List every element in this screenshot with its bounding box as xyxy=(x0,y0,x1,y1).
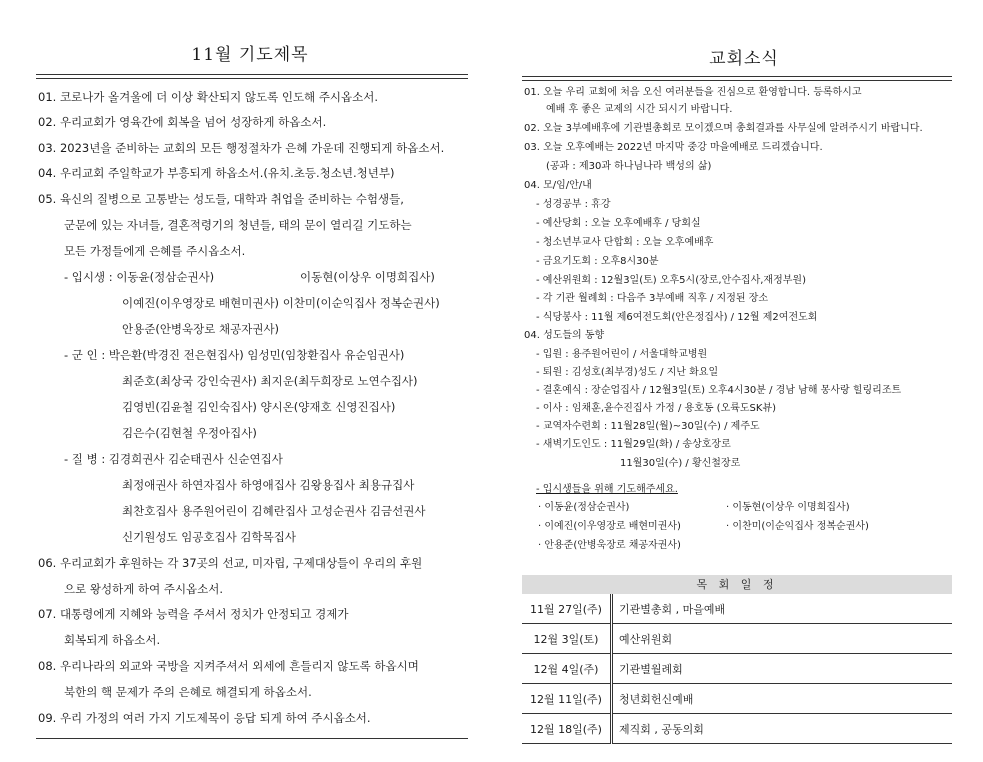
news-line: - 입원 : 용주원어린이 / 서울대학교병원 xyxy=(536,349,708,360)
news-line: · 이예진(이우영장로 배현미권사) xyxy=(538,521,681,532)
prayer-title: 11월 기도제목 xyxy=(191,45,309,65)
prayer-line: 북한의 핵 문제가 주의 은혜로 해결되게 하옵소서. xyxy=(64,685,312,699)
prayer-bottom-rule xyxy=(36,738,468,739)
news-line: - 예산당회 : 오늘 오후예배후 / 당회실 xyxy=(536,218,701,229)
news-line: - 입시생들을 위해 기도해주세요. xyxy=(536,484,678,495)
prayer-line: 군문에 있는 자녀들, 결혼적령기의 청년들, 태의 문이 열리길 기도하는 xyxy=(64,218,412,232)
schedule-date: 12월 4일(주) xyxy=(522,654,612,684)
news-line: · 안용준(안병욱장로 채공자권사) xyxy=(538,540,681,551)
news-line: - 금요기도회 : 오후8시30분 xyxy=(536,256,659,267)
news-line: 02. 오늘 3부예배후에 기관별총회로 모이겠으며 총회결과를 사무실에 알려주시기 바랍니다. xyxy=(524,123,923,134)
prayer-line: 최정애권사 하연자집사 하영애집사 김왕용집사 최용규집사 xyxy=(122,478,415,492)
news-line: · 이동윤(정삼순권사) xyxy=(538,502,630,513)
news-line: 01. 오늘 우리 교회에 처음 오신 여러분들을 진심으로 환영합니다. 등록하시고 xyxy=(524,87,862,98)
prayer-line: 08. 우리나라의 외교와 국방을 지켜주셔서 외세에 흔들리지 않도록 하옵시며 xyxy=(38,659,419,673)
news-line: 예배 후 좋은 교제의 시간 되시기 바랍니다. xyxy=(546,104,733,115)
news-line: - 결혼예식 : 장순업집사 / 12월3일(토) 오후4시30분 / 경남 남해 몽사랑 힐링리조트 xyxy=(536,385,902,396)
prayer-line: - 군 인 : 박은환(박경진 전은현집사) 임성민(임창환집사 유순임권사) xyxy=(64,348,405,362)
schedule-event: 기관별월례회 xyxy=(612,654,953,684)
news-line: - 퇴원 : 김성호(최부경)성도 / 지난 화요일 xyxy=(536,367,719,378)
schedule-row xyxy=(522,594,952,624)
schedule-header: 목 회 일 정 xyxy=(522,575,952,594)
prayer-line: 신기원성도 임공호집사 김학목집사 xyxy=(122,530,296,544)
schedule-date: 12월 11일(주) xyxy=(522,684,612,714)
schedule-row xyxy=(522,684,952,714)
news-line: · 이동현(이상우 이명희집사) xyxy=(726,502,850,513)
news-title: 교회소식 xyxy=(709,49,779,69)
prayer-line: 김은수(김현철 우정아집사) xyxy=(122,426,257,440)
prayer-line: 최준호(최상국 강인숙권사) 최지운(최두희장로 노연수집사) xyxy=(122,374,418,388)
schedule-event: 예산위원회 xyxy=(612,624,953,654)
news-line: · 이찬미(이순익집사 정복순권사) xyxy=(726,521,869,532)
news-line: 04. 모/임/안/내 xyxy=(524,180,592,191)
schedule-date: 11월 27일(주) xyxy=(522,594,612,624)
prayer-line: 05. 육신의 질병으로 고통받는 성도들, 대학과 취업을 준비하는 수험생들, xyxy=(38,192,404,206)
news-line: (공과 : 제30과 하나님나라 백성의 삶) xyxy=(546,161,712,172)
schedule-row xyxy=(522,714,952,744)
news-line: - 식당봉사 : 11월 제6여전도회(안은정집사) / 12월 제2여전도회 xyxy=(536,312,818,323)
prayer-line: 04. 우리교회 주일학교가 부흥되게 하옵소서.(유치.초등.청소년.청년부) xyxy=(38,166,395,180)
schedule-row xyxy=(522,624,952,654)
prayer-line: - 질 병 : 김경희권사 김순태권사 신순연집사 xyxy=(64,452,283,466)
schedule-event: 청년회헌신예배 xyxy=(612,684,953,714)
prayer-line: 02. 우리교회가 영육간에 회복을 넘어 성장하게 하옵소서. xyxy=(38,115,327,129)
schedule-date: 12월 18일(주) xyxy=(522,714,612,744)
news-line: - 성경공부 : 휴강 xyxy=(536,199,611,210)
prayer-line: 06. 우리교회가 후원하는 각 37곳의 선교, 미자립, 구제대상들이 우리의 후원 xyxy=(38,556,423,570)
prayer-line: 안용준(안병욱장로 채공자권사) xyxy=(122,322,280,336)
prayer-line: 07. 대통령에게 지혜와 능력을 주셔서 정치가 안정되고 경제가 xyxy=(38,607,349,621)
prayer-line: 최찬호집사 용주원어린이 김혜란집사 고성순권사 김금선권사 xyxy=(122,504,426,518)
news-line: 11월30일(수) / 황신철장로 xyxy=(620,458,741,469)
schedule-event: 제직회 , 공동의회 xyxy=(612,714,953,744)
prayer-line: 이예진(이우영장로 배현미권사) 이찬미(이순익집사 정복순권사) xyxy=(122,296,440,310)
news-line: 04. 성도들의 동향 xyxy=(524,330,605,341)
prayer-line: 김영빈(김윤철 김인숙집사) 양시온(양재호 신영진집사) xyxy=(122,400,396,414)
prayer-line: 01. 코로나가 올겨울에 더 이상 확산되지 않도록 인도해 주시옵소서. xyxy=(38,90,379,104)
prayer-line: - 입시생 : 이동윤(정삼순권사) xyxy=(64,270,215,284)
news-line: - 교역자수련회 : 11월28일(월)~30일(수) / 제주도 xyxy=(536,421,760,432)
news-line: - 청소년부교사 단합회 : 오늘 오후예배후 xyxy=(536,237,714,248)
prayer-line: 으로 왕성하게 하여 주시옵소서. xyxy=(64,582,224,596)
news-line: 03. 오늘 오후예배는 2022년 마지막 중강 마을예배로 드리겠습니다. xyxy=(524,142,823,153)
schedule-table xyxy=(522,594,952,744)
prayer-line: 이동현(이상우 이명희집사) xyxy=(300,270,435,284)
prayer-title-rule xyxy=(36,74,468,79)
news-title-rule xyxy=(522,76,952,81)
news-line: - 각 기관 월례회 : 다음주 3부예배 직후 / 지정된 장소 xyxy=(536,293,769,304)
schedule-date: 12월 3일(토) xyxy=(522,624,612,654)
news-line: - 예산위원회 : 12월3일(토) 오후5시(장로,안수집사,재정부원) xyxy=(536,275,806,286)
prayer-line: 09. 우리 가정의 여러 가지 기도제목이 응답 되게 하여 주시옵소서. xyxy=(38,711,371,725)
prayer-line: 모든 가정들에게 은혜를 주시옵소서. xyxy=(64,244,246,258)
news-line: - 이사 : 임채훈,윤수진집사 가정 / 용호동 (오륙도SK뷰) xyxy=(536,403,777,414)
news-line: - 새벽기도인도 : 11월29일(화) / 송상호장로 xyxy=(536,439,731,450)
schedule-row xyxy=(522,654,952,684)
schedule-event: 기관별총회 , 마을예배 xyxy=(612,594,953,624)
prayer-line: 회복되게 하옵소서. xyxy=(64,633,161,647)
prayer-line: 03. 2023년을 준비하는 교회의 모든 행정절차가 은혜 가운데 진행되게 하옵소서. xyxy=(38,141,445,155)
